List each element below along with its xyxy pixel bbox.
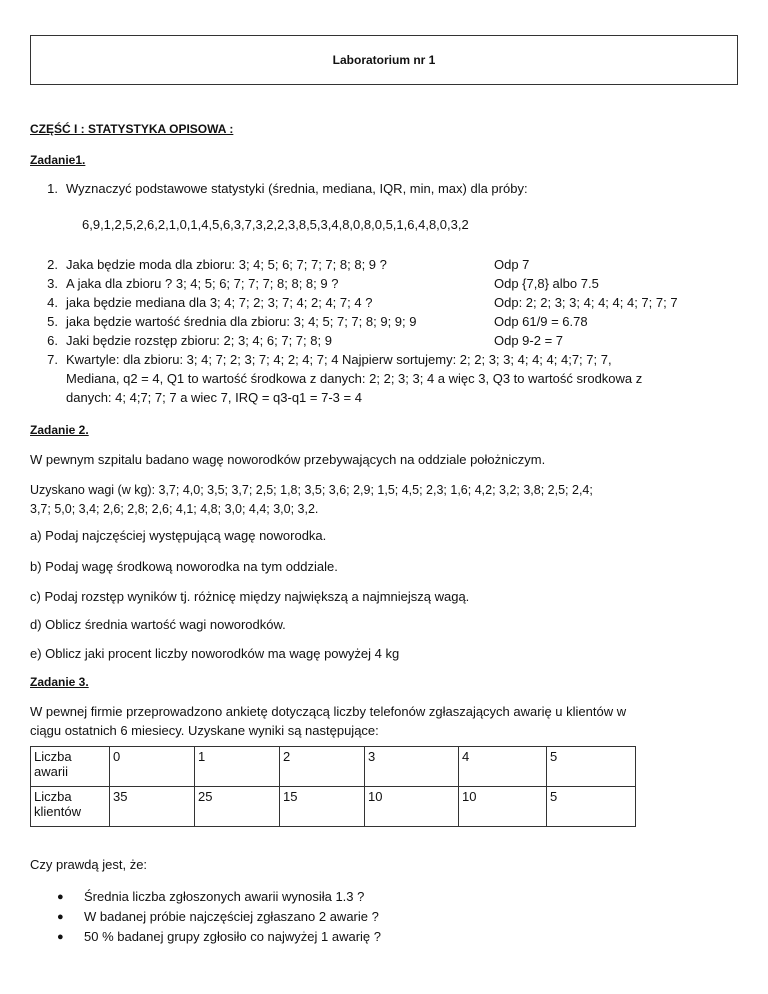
table-cell: 1 <box>195 747 280 787</box>
bullet-icon: ● <box>57 931 64 943</box>
task1-item-answer: Odp 7 <box>494 257 530 272</box>
task1-item-answer: Odp {7,8} albo 7.5 <box>494 276 599 291</box>
task1-item7-line2: Mediana, q2 = 4, Q1 to wartość środkowa z danych: 2; 2; 3; 3; 4 a więc 3, Q3 to wartość srodkowa z <box>66 371 643 386</box>
task1-item7-number: 7. <box>47 352 58 367</box>
task2-intro: W pewnym szpitalu badano wagę noworodków przebywających na oddziale położniczym. <box>30 452 546 467</box>
task1-item7-line3: danych: 4; 4;7; 7; 7 a wiec 7, IRQ = q3-q1 = 7-3 = 4 <box>66 390 362 405</box>
title-box <box>30 35 738 85</box>
bullet-icon: ● <box>57 891 64 903</box>
table-cell: 0 <box>110 747 195 787</box>
task1-item1-text: Wyznaczyć podstawowe statystyki (średnia, mediana, IQR, min, max) dla próby: <box>66 181 528 196</box>
table-cell: 5 <box>547 787 636 827</box>
task1-item-number: 3. <box>47 276 58 291</box>
task1-item-number: 2. <box>47 257 58 272</box>
task3-question: Czy prawdą jest, że: <box>30 857 148 872</box>
task2-heading: Zadanie 2. <box>30 423 89 437</box>
task2-data-line1: Uzyskano wagi (w kg): 3,7; 4,0; 3,5; 3,7; 2,5; 1,8; 3,5; 3,6; 2,9; 1,5; 4,5; 2,3; 1,6; 4,2; 3,2; 3,8; 2,5; 2,4; <box>30 483 593 497</box>
task1-item7-line1: Kwartyle: dla zbioru: 3; 4; 7; 2; 3; 7; 4; 2; 4; 7; 4 Najpierw sortujemy: 2; 2; 3; 3; 4; 4; 4; 4;7; 7; 7, <box>66 352 612 367</box>
task3-heading: Zadanie 3. <box>30 675 89 689</box>
task1-item-number: 6. <box>47 333 58 348</box>
task1-item1-number: 1. <box>47 181 58 196</box>
task2-question-d: d) Oblicz średnia wartość wagi noworodków. <box>30 617 286 632</box>
table-cell: 25 <box>195 787 280 827</box>
document-title: Laboratorium nr 1 <box>332 53 436 67</box>
part1-heading: CZĘŚĆ I : STATYSTYKA OPISOWA : <box>30 122 234 136</box>
task1-item-text: A jaka dla zbioru ? 3; 4; 5; 6; 7; 7; 7; 8; 8; 8; 9 ? <box>66 276 339 291</box>
table-cell: 2 <box>280 747 365 787</box>
task1-item-text: jaka będzie mediana dla 3; 4; 7; 2; 3; 7; 4; 2; 4; 7; 4 ? <box>66 295 373 310</box>
task1-heading: Zadanie1. <box>30 153 86 167</box>
task2-question-c: c) Podaj rozstęp wyników tj. różnicę między największą a najmniejszą wagą. <box>30 589 470 604</box>
table-row <box>31 787 636 827</box>
table-cell: 35 <box>110 787 195 827</box>
table-cell: 10 <box>365 787 459 827</box>
bullet-icon: ● <box>57 911 64 923</box>
task1-item-answer: Odp 61/9 = 6.78 <box>494 314 588 329</box>
task1-item-answer: Odp: 2; 2; 3; 3; 4; 4; 4; 4; 7; 7; 7 <box>494 295 678 310</box>
task3-bullet-1: Średnia liczba zgłoszonych awarii wynosiła 1.3 ? <box>84 889 365 904</box>
task1-item-answer: Odp 9-2 = 7 <box>494 333 564 348</box>
task3-intro-line1: W pewnej firmie przeprowadzono ankietę dotyczącą liczby telefonów zgłaszających awarię u klientów w <box>30 704 627 719</box>
task1-item-text: jaka będzie wartość średnia dla zbioru: 3; 4; 5; 7; 7; 8; 9; 9; 9 <box>66 314 417 329</box>
task3-bullet-2: W badanej próbie najczęściej zgłaszano 2 awarie ? <box>84 909 379 924</box>
table-cell: 5 <box>547 747 636 787</box>
task1-sample: 6,9,1,2,5,2,6,2,1,0,1,4,5,6,3,7,3,2,2,3,8,5,3,4,8,0,8,0,5,1,6,4,8,0,3,2 <box>82 217 469 232</box>
table-cell: 15 <box>280 787 365 827</box>
task3-intro-line2: ciągu ostatnich 6 miesiecy. Uzyskane wyniki są następujące: <box>30 723 379 738</box>
table-cell: 3 <box>365 747 459 787</box>
table-row-label: Liczba klientów <box>31 787 110 827</box>
table-cell: 4 <box>459 747 547 787</box>
task2-question-e: e) Oblicz jaki procent liczby noworodków ma wagę powyżej 4 kg <box>30 646 400 661</box>
task3-bullet-3: 50 % badanej grupy zgłosiło co najwyżej 1 awarię ? <box>84 929 382 944</box>
table-cell: 10 <box>459 787 547 827</box>
task2-question-b: b) Podaj wagę środkową noworodka na tym oddziale. <box>30 559 338 574</box>
task2-question-a: a) Podaj najczęściej występującą wagę noworodka. <box>30 528 327 543</box>
task1-item-number: 4. <box>47 295 58 310</box>
task2-data-line2: 3,7; 5,0; 3,4; 2,6; 2,8; 2,6; 4,1; 4,8; 3,0; 4,4; 3,0; 3,2. <box>30 502 319 516</box>
table-row <box>31 747 636 787</box>
task1-item-text: Jaka będzie moda dla zbioru: 3; 4; 5; 6; 7; 7; 7; 8; 8; 9 ? <box>66 257 387 272</box>
failures-table <box>30 746 636 827</box>
task1-item-number: 5. <box>47 314 58 329</box>
task1-item-text: Jaki będzie rozstęp zbioru: 2; 3; 4; 6; 7; 7; 8; 9 <box>66 333 332 348</box>
table-row-label: Liczba awarii <box>31 747 110 787</box>
